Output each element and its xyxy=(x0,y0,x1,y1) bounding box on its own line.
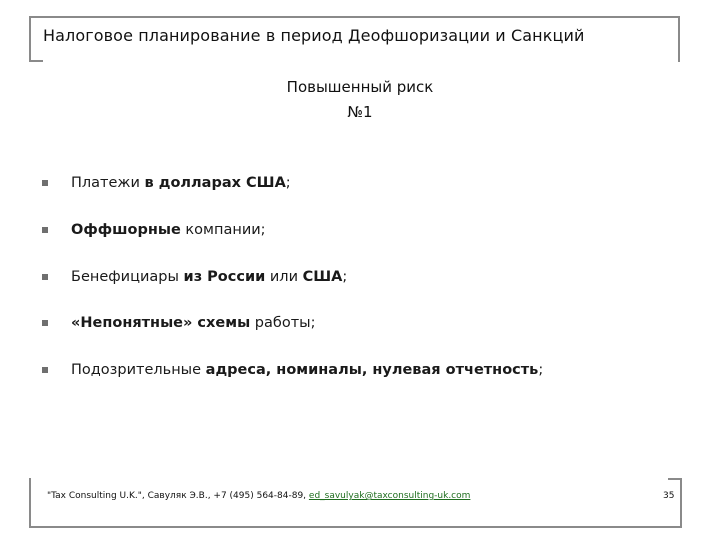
bullet-text xyxy=(71,175,291,191)
bullet-text-part-bold: из России xyxy=(183,269,266,285)
bullet-text-part: ; xyxy=(342,269,348,285)
square-bullet-icon xyxy=(42,320,48,326)
bullet-text-part: Платежи xyxy=(71,175,145,191)
footer-frame xyxy=(29,478,682,528)
bullet-text xyxy=(71,362,543,378)
heading-line-2: №1 xyxy=(347,103,373,121)
square-bullet-icon xyxy=(42,367,48,373)
page-number: 35 xyxy=(663,491,675,501)
bullet-item xyxy=(42,173,291,193)
bullet-text-part: ; xyxy=(285,175,291,191)
footer-email-link[interactable]: ed_savulyak@taxconsulting-uk.com xyxy=(308,491,471,501)
footer-contact: "Tax Consulting U.K.", Савуляк Э.В., +7 (495) 564-84-89, xyxy=(47,491,309,501)
bullet-text-part-bold: Оффшорные xyxy=(71,222,181,238)
bullet-item xyxy=(42,267,347,287)
bullet-text-part-bold: США xyxy=(302,269,343,285)
square-bullet-icon xyxy=(42,180,48,186)
square-bullet-icon xyxy=(42,227,48,233)
bullet-text-part: компании; xyxy=(180,222,266,238)
bullet-text-part: работы; xyxy=(250,315,316,331)
bullet-text-part: ; xyxy=(538,362,544,378)
bullet-text-part-bold: в долларах США xyxy=(144,175,286,191)
bullet-item xyxy=(42,360,543,380)
heading-line-1 xyxy=(0,78,720,96)
bullet-item xyxy=(42,313,315,333)
square-bullet-icon xyxy=(42,274,48,280)
bullet-item xyxy=(42,220,266,240)
bullet-text xyxy=(71,222,266,238)
bullet-text-part-bold: адреса, номиналы, нулевая отчетность xyxy=(205,362,539,378)
bullet-text-part: Бенефициары xyxy=(71,269,184,285)
bullet-text xyxy=(71,269,347,285)
footer-text xyxy=(47,491,470,501)
bullet-text-part: или xyxy=(265,269,303,285)
bullet-text-part: Подозрительные xyxy=(71,362,206,378)
slide-title: Налоговое планирование в период Деофшоризации и Санкций xyxy=(43,26,585,45)
bullet-text xyxy=(71,315,315,331)
bullet-text-part-bold: «Непонятные» схемы xyxy=(71,315,251,331)
heading-text-1: Повышенный риск xyxy=(286,78,434,96)
